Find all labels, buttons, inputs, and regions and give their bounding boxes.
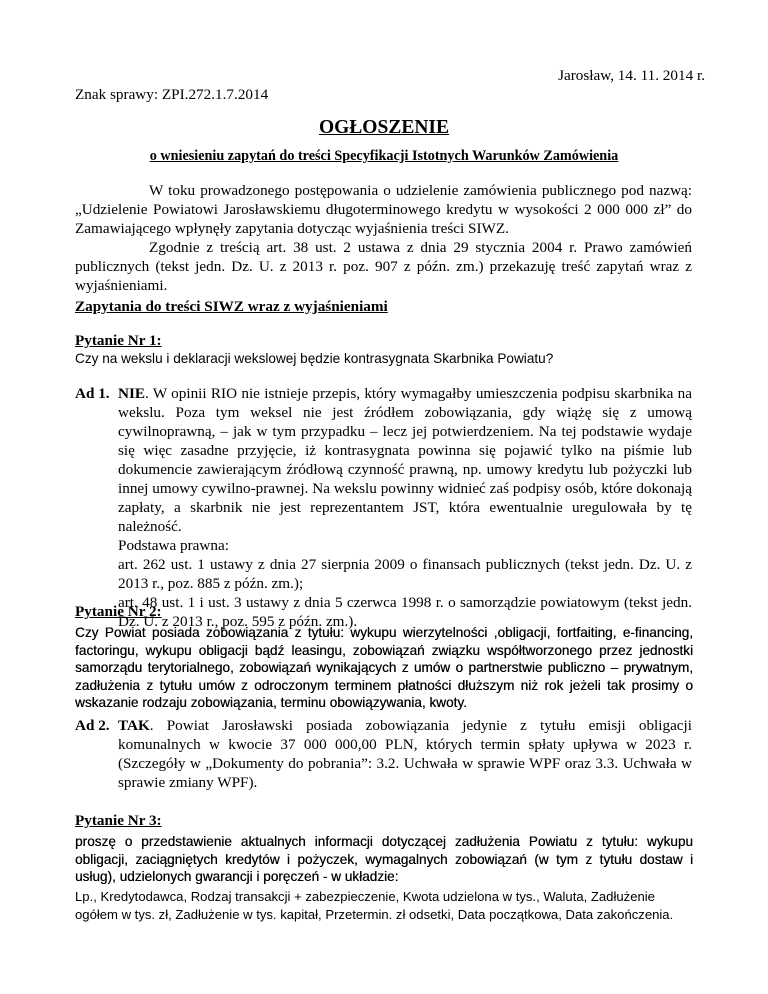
question-2-label: Pytanie Nr 2:	[75, 603, 162, 620]
answer-1-keyword: NIE	[118, 385, 146, 402]
answer-2-keyword: TAK	[118, 717, 150, 734]
legal-basis-1: art. 262 ust. 1 ustawy z dnia 27 sierpnia 2009 o finansach publicznych (tekst jedn. Dz. U. z 2013 r., poz. 885 z późn. zm.);	[118, 556, 692, 592]
question-2-text: Czy Powiat posiada zobowiązania z tytułu: wykupu wierzytelności ,obligacji, fortfaiting, e-financing, factoringu, wykupu obligacji bądź leasingu, zobowiązań związku współtworzonego przez jednostki samorządu terytorialnego, zobowiązań wynikających z umów o partnerstwie publiczno – prywatnym, zadłużenia z tytułu umów z odroczonym terminem płatności dłuższym niż rok jeżeli tak prosimy o wskazanie rodzaju zobowiązania, terminu obowiązywania, kwoty.	[75, 625, 693, 710]
place-date: Jarosław, 14. 11. 2014 r.	[558, 67, 705, 84]
answer-2-text: . Powiat Jarosławski posiada zobowiązania jedynie z tytułu emisji obligacji komunalnych w kwocie 37 000 000,00 PLN, których termin spłaty upływa w 2023 r. (Szczegóły w „Dokumenty do pobrania”: 3.2. Uchwała w sprawie WPF oraz 3.3. Uchwała w sprawie zmiany WPF).	[118, 717, 692, 791]
answer-1-label: Ad 1.	[75, 385, 110, 402]
question-1-text: Czy na wekslu i deklaracji wekslowej będzie kontrasygnata Skarbnika Powiatu?	[75, 351, 554, 366]
case-number: Znak sprawy: ZPI.272.1.7.2014	[75, 86, 269, 103]
answer-2-label: Ad 2.	[75, 717, 110, 734]
answer-1-text: . W opinii RIO nie istnieje przepis, który wymagałby umieszczenia podpisu skarbnika na wekslu. Poza tym weksel nie jest źródłem zobowiązania, gdy wiążę się z umową cywilnoprawną, – jak w tym przypadku – lecz jej potwierdzeniem. Na tej podstawie wydaje się więc zasadne przyjęcie, iż kontrasygnata powinna się pojawić tylko na piśmie lub dokumencie zawierającym źródłową czynność prawną, np. umowy kredytu lub pożyczki lub innej umowy cywilno-prawnej. Na wekslu powinny widnieć zaś podpisy osób, które dokonają zapłaty, a skarbnik nie jest reprezentantem JST, która ewentualnie uregulowała by tę należność.	[118, 385, 692, 535]
answer-1-body	[118, 384, 692, 631]
document-title: OGŁOSZENIE	[318, 117, 450, 138]
section-heading: Zapytania do treści SIWZ wraz z wyjaśnieniami	[75, 298, 388, 315]
legal-basis-label: Podstawa prawna:	[118, 537, 229, 554]
answer-2-body	[118, 716, 692, 792]
document-subtitle: o wniesieniu zapytań do treści Specyfikacji Istotnych Warunków Zamówienia	[149, 148, 619, 164]
question-3-label: Pytanie Nr 3:	[75, 812, 162, 829]
question-3-columns: Lp., Kredytodawca, Rodzaj transakcji + zabezpieczenie, Kwota udzielona w tys., Waluta, Zadłużenie ogółem w tys. zł, Zadłużenie w tys. kapitał, Przetermin. zł odsetki, Data początkowa, Data zakończenia.	[75, 889, 674, 922]
question-1-label: Pytanie Nr 1:	[75, 332, 162, 349]
legal-basis-2: art. 48 ust. 1 i ust. 3 ustawy z dnia 5 czerwca 1998 r. o samorządzie powiatowym (tekst jedn. Dz. U. z 2013 r., poz. 595 z późn. zm.).	[118, 594, 692, 630]
intro-paragraph-2: Zgodnie z treścią art. 38 ust. 2 ustawa z dnia 29 stycznia 2004 r. Prawo zamówień publicznych (tekst jedn. Dz. U. z 2013 r. poz. 907 z późn. zm.) przekazuję treść zapytań wraz z wyjaśnieniami.	[75, 239, 692, 294]
intro-paragraph-1: W toku prowadzonego postępowania o udzielenie zamówienia publicznego pod nazwą: „Udzielenie Powiatowi Jarosławskiemu długoterminowego kredytu w wysokości 2 000 000 zł” do Zamawiającego wpłynęły zapytania dotycząc wyjaśnienia treści SIWZ.	[75, 182, 692, 237]
question-3-text: proszę o przedstawienie aktualnych informacji dotyczącej zadłużenia Powiatu z tytułu: wykupu obligacji, zaciągniętych kredytów i pożyczek, wymagalnych zobowiązań (w tym z tytułu dostaw i usług), udzielonych gwarancji i poręczeń - w układzie:	[75, 834, 693, 884]
